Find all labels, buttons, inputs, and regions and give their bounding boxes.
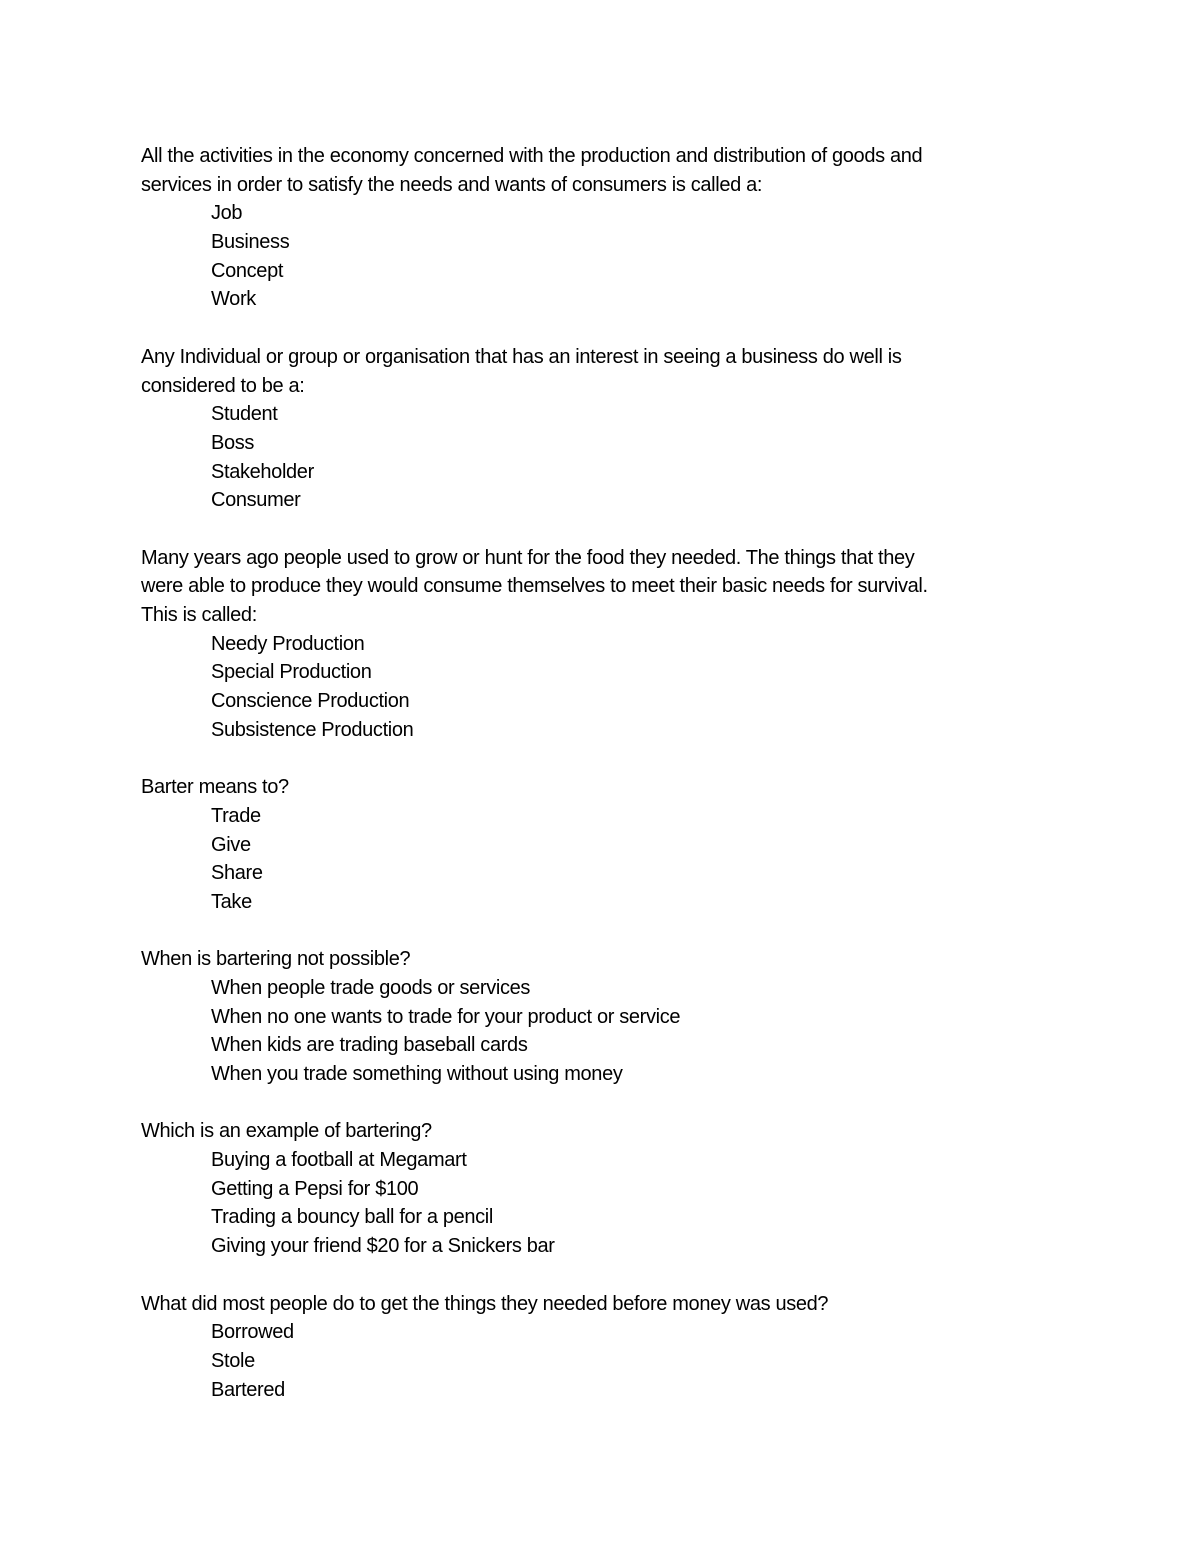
answer-options bbox=[141, 400, 1061, 515]
answer-option: Boss bbox=[211, 431, 255, 454]
answer-options bbox=[141, 802, 1061, 917]
question-5 bbox=[141, 945, 1061, 1088]
question-text-line: This is called: bbox=[141, 604, 257, 626]
question-text-line: services in order to satisfy the needs and wants of consumers is called a: bbox=[141, 173, 763, 196]
answer-option: Give bbox=[211, 833, 251, 856]
answer-option: Borrowed bbox=[211, 1321, 294, 1344]
answer-option: Trade bbox=[211, 804, 261, 827]
answer-option: Job bbox=[211, 202, 243, 225]
answer-option: When kids are trading baseball cards bbox=[211, 1034, 528, 1057]
answer-option: Business bbox=[211, 231, 290, 254]
question-6 bbox=[141, 1117, 1061, 1260]
answer-options bbox=[141, 1318, 1061, 1404]
question-3 bbox=[141, 544, 1061, 745]
question-text-line: All the activities in the economy concerned with the production and distribution of goods and bbox=[141, 145, 923, 167]
answer-option: When no one wants to trade for your product or service bbox=[211, 1005, 681, 1028]
question-text-line: Many years ago people used to grow or hunt for the food they needed. The things that they bbox=[141, 546, 915, 569]
question-text-line: were able to produce they would consume themselves to meet their basic needs for survival. bbox=[141, 575, 928, 598]
quiz-content bbox=[141, 142, 1061, 1433]
answer-option: Getting a Pepsi for $100 bbox=[211, 1177, 419, 1200]
answer-option: Special Production bbox=[211, 661, 372, 684]
question-text-line: considered to be a: bbox=[141, 374, 305, 397]
answer-option: Giving your friend $20 for a Snickers bar bbox=[211, 1235, 555, 1258]
question-2 bbox=[141, 343, 1061, 515]
answer-option: When people trade goods or services bbox=[211, 976, 531, 999]
answer-option: When you trade something without using money bbox=[211, 1063, 623, 1085]
answer-option: Share bbox=[211, 862, 263, 885]
answer-option: Take bbox=[211, 890, 252, 913]
answer-option: Concept bbox=[211, 259, 284, 282]
question-7 bbox=[141, 1290, 1061, 1405]
answer-option: Subsistence Production bbox=[211, 718, 414, 741]
answer-option: Work bbox=[211, 288, 256, 311]
question-text-line: Barter means to? bbox=[141, 776, 289, 799]
answer-option: Stole bbox=[211, 1349, 255, 1372]
answer-option: Conscience Production bbox=[211, 690, 410, 713]
question-text-line: When is bartering not possible? bbox=[141, 948, 411, 971]
answer-options bbox=[141, 974, 1061, 1089]
answer-option: Trading a bouncy ball for a pencil bbox=[211, 1206, 493, 1229]
answer-options bbox=[141, 630, 1061, 745]
answer-option: Stakeholder bbox=[211, 460, 314, 483]
answer-option: Needy Production bbox=[211, 632, 365, 655]
answer-option: Consumer bbox=[211, 489, 301, 512]
answer-options bbox=[141, 199, 1061, 314]
question-4 bbox=[141, 773, 1061, 916]
question-text-line: Any Individual or group or organisation that has an interest in seeing a business do well is bbox=[141, 345, 902, 368]
answer-option: Bartered bbox=[211, 1378, 285, 1401]
question-1 bbox=[141, 142, 1061, 314]
answer-option: Student bbox=[211, 403, 278, 426]
answer-options bbox=[141, 1146, 1061, 1261]
answer-option: Buying a football at Megamart bbox=[211, 1149, 467, 1172]
question-text-line: Which is an example of bartering? bbox=[141, 1120, 432, 1143]
question-text-line: What did most people do to get the things they needed before money was used? bbox=[141, 1292, 829, 1315]
